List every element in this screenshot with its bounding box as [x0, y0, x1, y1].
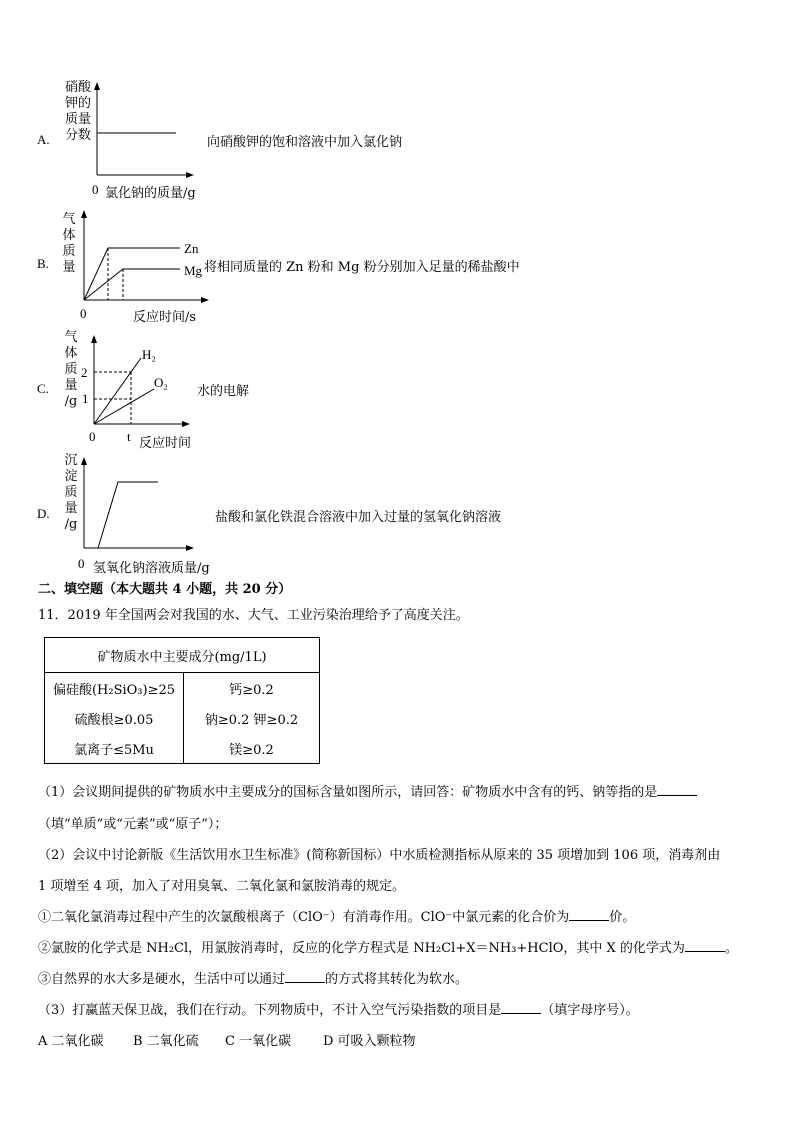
series-label-zn: Zn: [184, 241, 199, 256]
graph-a-origin: 0: [92, 182, 99, 197]
q11-options: [38, 1030, 416, 1049]
part2b-suffix: 。: [724, 941, 738, 956]
option-b[interactable]: B 二氧化硫: [133, 1034, 199, 1049]
part2c-suffix: 的方式将其转化为软水。: [325, 972, 469, 987]
graph-a-x-label: 氯化钠的质量/g: [105, 186, 196, 201]
option-c[interactable]: C 一氧化碳: [225, 1034, 292, 1049]
option-label-d: D.: [37, 506, 50, 521]
answer-blank[interactable]: [285, 970, 325, 983]
y-label-line: 质: [62, 244, 76, 259]
y-axis-arrow: [81, 210, 87, 218]
table-cell: 钠≥0.2 钾≥0.2: [184, 703, 320, 733]
y-label-line: 钾的: [64, 96, 91, 111]
graph-b-description: 将相同质量的 Zn 粉和 Mg 粉分别加入足量的稀盐酸中: [204, 260, 520, 275]
graph-b-plot: [78, 208, 213, 308]
q11-stem: 11．2019 年全国两会对我国的水、大气、工业污染治理给予了高度关注。: [38, 608, 469, 623]
y-axis-arrow: [94, 82, 100, 90]
y-label-line: 淀: [64, 469, 78, 484]
graph-c-description: 水的电解: [197, 384, 250, 399]
q11-part2-line1: （2）会议中讨论新版《生活饮用水卫生标准》(简称新国标）中水质检测指标从原来的 35 项增加到 106 项，消毒剂由: [38, 848, 721, 863]
tick-t: t: [127, 429, 131, 444]
graph-a-plot: [90, 80, 200, 185]
y-label-line: 质: [64, 485, 78, 500]
curve-mg: [84, 269, 180, 300]
y-label-line: 量: [64, 378, 78, 393]
part3-text: （3）打赢蓝天保卫战，我们在行动。下列物质中，不计入空气污染指数的项目是: [38, 1003, 502, 1018]
table-header: 矿物质水中主要成分(mg/1L): [45, 638, 320, 673]
option-label-a: A.: [37, 132, 50, 147]
q11-part2-b: [38, 937, 758, 956]
answer-blank[interactable]: [569, 908, 609, 921]
y-label-line: 量: [64, 501, 78, 516]
q11-part3: [38, 999, 758, 1018]
graph-a-description: 向硝酸钾的饱和溶液中加入氯化钠: [207, 135, 403, 150]
tick-1: 1: [82, 391, 89, 406]
table-cell: 硫酸根≥0.05: [45, 703, 184, 733]
part1-text: （1）会议期间提供的矿物质水中主要成分的国标含量如图所示，请回答：矿物质水中含有的钙、钠等指的是: [38, 785, 658, 800]
graph-c-plot: [86, 333, 196, 431]
curve-h2: [94, 358, 141, 424]
y-label-line: /g: [64, 517, 78, 532]
y-label-line: 沉: [64, 453, 78, 468]
x-axis-arrow: [182, 421, 190, 427]
y-label-line: 体: [64, 346, 78, 361]
y-label-line: 体: [62, 228, 76, 243]
graph-d-description: 盐酸和氯化铁混合溶液中加入过量的氢氧化钠溶液: [215, 510, 502, 525]
graph-c-y-label: [62, 330, 80, 410]
curve-precipitate: [98, 482, 158, 548]
answer-blank[interactable]: [501, 1001, 541, 1014]
option-label-b: B.: [37, 256, 49, 271]
tick-2: 2: [81, 365, 88, 380]
graph-b-x-label: 反应时间/s: [133, 310, 197, 325]
answer-blank[interactable]: [657, 783, 697, 796]
table-cell: 氯离子≤5Mu: [45, 733, 184, 764]
y-label-line: /g: [64, 394, 78, 409]
part2c-text: ③自然界的水大多是硬水，生活中可以通过: [38, 972, 286, 987]
graph-d-origin: 0: [78, 556, 85, 571]
part2b-text: ②氯胺的化学式是 NH₂Cl，用氯胺消毒时，反应的化学方程式是 NH₂Cl+X＝NH₃+HClO，其中 X 的化学式为: [38, 941, 685, 956]
mineral-water-table: [44, 637, 320, 764]
q11-part2-a: [38, 906, 758, 925]
y-label-line: 量: [62, 260, 76, 275]
y-label-line: 硝酸: [64, 80, 91, 95]
x-axis-arrow: [201, 297, 209, 303]
y-label-line: 气: [62, 212, 76, 227]
option-a[interactable]: A 二氧化碳: [38, 1034, 104, 1049]
part2a-text: ①二氧化氯消毒过程中产生的次氯酸根离子（ClO⁻）有消毒作用。ClO⁻中氯元素的化合价为: [38, 910, 570, 925]
graph-d-x-label: 氢氧化钠溶液质量/g: [93, 561, 210, 576]
graph-b-origin: 0: [80, 306, 87, 321]
y-label-line: 分数: [64, 128, 91, 143]
section-heading: 二、填空题（本大题共 4 小题，共 20 分）: [38, 582, 292, 597]
part3-suffix: （填字母序号）。: [541, 1003, 639, 1018]
part2a-suffix: 价。: [609, 910, 636, 925]
series-label-mg: Mg: [184, 263, 203, 278]
graph-c-origin: 0: [89, 429, 96, 444]
series-label-h2: H₂: [142, 347, 156, 362]
q11-part1-line2: （填“单质”或“元素”或“原子”）；: [38, 817, 228, 832]
x-axis-arrow: [186, 172, 194, 178]
curve-o2: [94, 389, 154, 424]
x-axis-arrow: [186, 545, 194, 551]
curve-zn: [84, 248, 180, 300]
table-cell: 镁≥0.2: [184, 733, 320, 764]
y-label-line: 质: [64, 362, 78, 377]
answer-blank[interactable]: [685, 939, 725, 952]
graph-b-y-label: [60, 212, 78, 276]
q11-part1-line1: [38, 781, 758, 800]
y-label-line: 气: [64, 330, 78, 345]
y-label-line: 质量: [64, 112, 91, 127]
y-axis-arrow: [91, 335, 97, 343]
q11-part2-line2: 1 项增至 4 项，加入了对用臭氧、二氧化氯和氯胺消毒的规定。: [38, 879, 405, 894]
table-cell: 偏硅酸(H₂SiO₃)≥25: [45, 673, 184, 704]
y-axis-arrow: [81, 457, 87, 465]
q11-part2-c: [38, 968, 758, 987]
table-cell: 钙≥0.2: [184, 673, 320, 704]
graph-d-plot: [78, 455, 198, 555]
option-d[interactable]: D 可吸入颗粒物: [323, 1034, 416, 1049]
series-label-o2: O₂: [154, 375, 168, 390]
graph-c-x-label: 反应时间: [139, 436, 192, 451]
option-label-c: C.: [37, 381, 49, 396]
